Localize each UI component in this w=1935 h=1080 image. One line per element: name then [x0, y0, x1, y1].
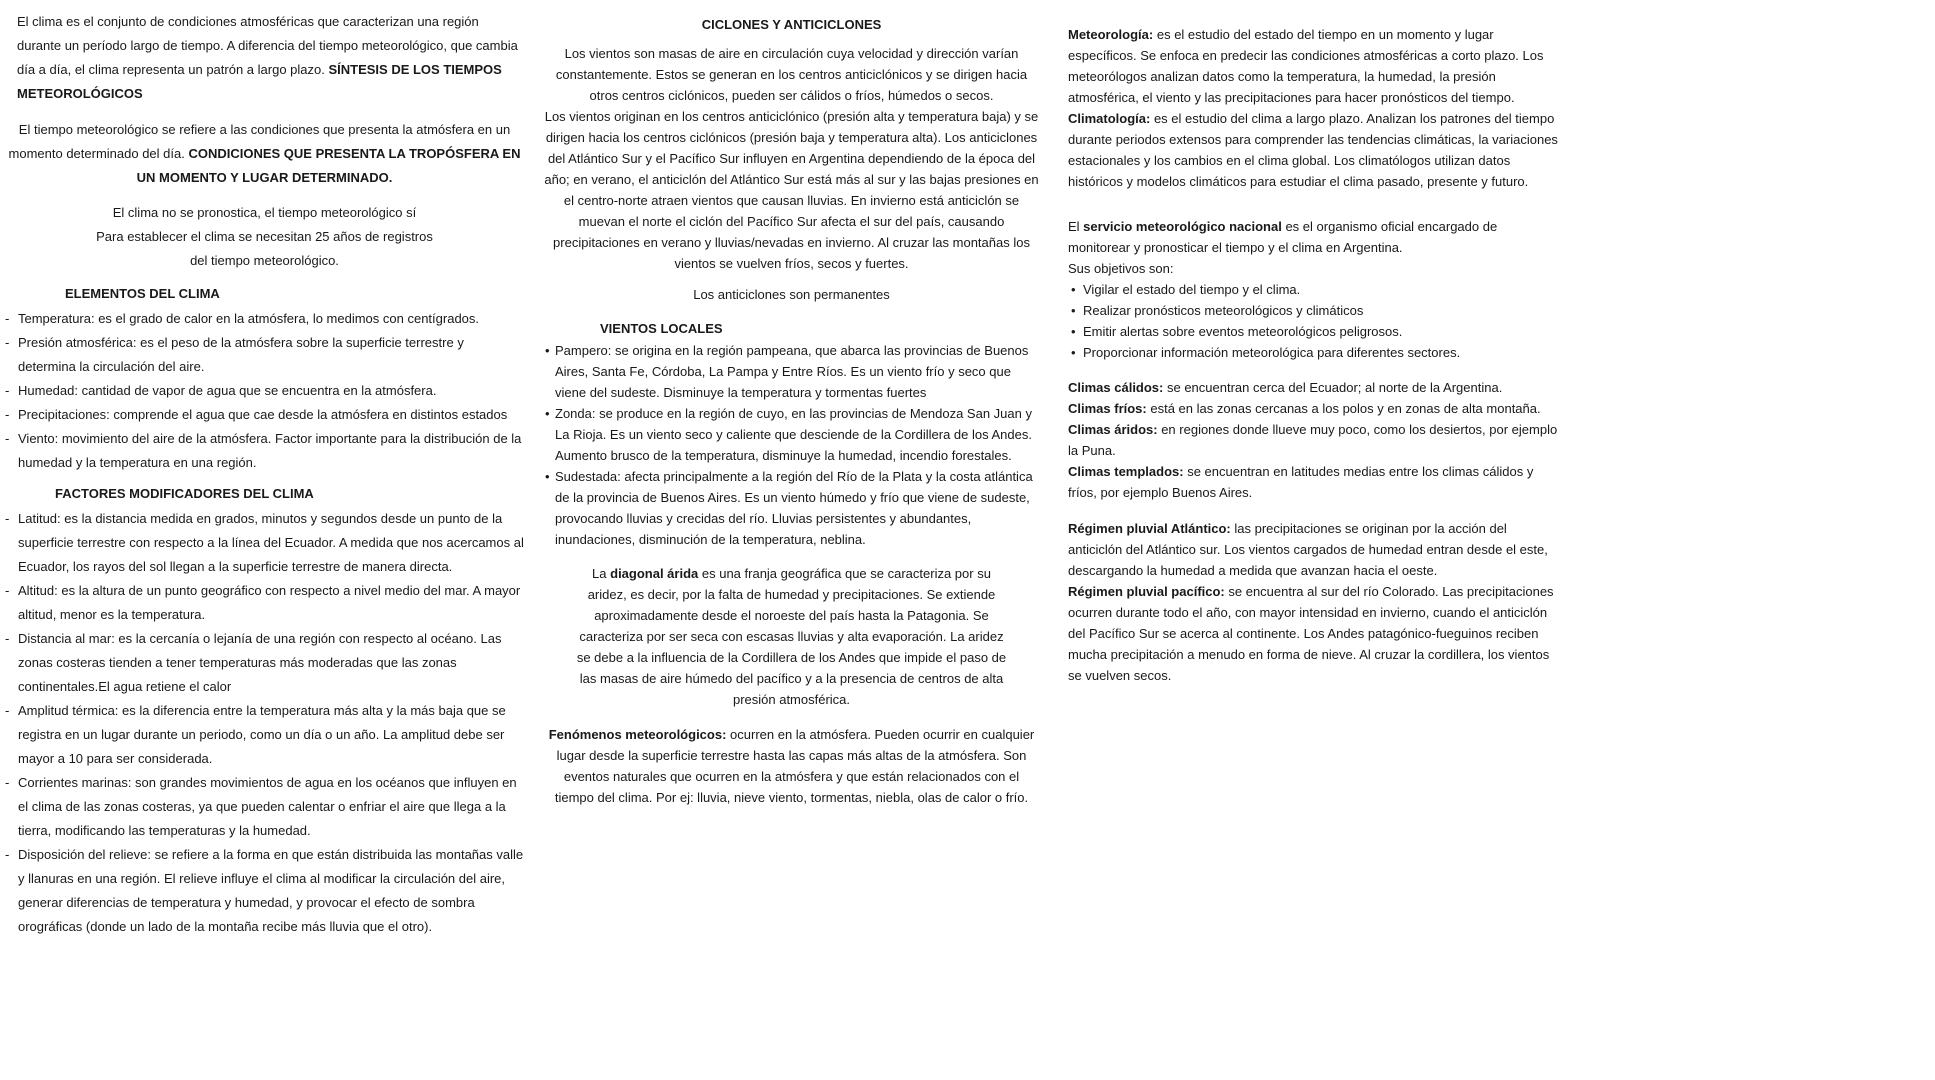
- list-item-text: Altitud: es la altura de un punto geográfico con respecto a nivel medio del mar. A mayor altitud, menor es la temperatura.: [18, 583, 521, 622]
- regimen-pacifico-entry: [1068, 581, 1560, 686]
- list-item-text: Zonda: se produce en la región de cuyo, en las provincias de Mendoza San Juan y La Rioja. Es un viento seco y caliente que desciende de la Cordillera de los Andes. Aumento brusco de la temperatura, disminuye la humedad, incendio forestales.: [555, 406, 1032, 463]
- climas-aridos-entry: [1068, 419, 1560, 461]
- list-item-zonda: [543, 403, 1040, 466]
- list-item-text: Humedad: cantidad de vapor de agua que se encuentra en la atmósfera.: [18, 383, 437, 398]
- tipos-de-climas-block: [1068, 377, 1560, 503]
- meteorologia-text: es el estudio del estado del tiempo en un momento y lugar específicos. Se enfoca en predecir las condiciones atmosféricas a corto plazo. Los meteorólogos analizan datos como la temperatura, la humedad, la presión atmosférica, el viento y las precipitaciones para hacer pronósticos del tiempo.: [1068, 27, 1544, 105]
- servicio-bold-lead: servicio meteorológico nacional: [1083, 219, 1282, 234]
- climas-bold-lead: Climas áridos:: [1068, 422, 1158, 437]
- climas-bold-lead: Climas cálidos:: [1068, 380, 1164, 395]
- regimenes-pluviales-block: [1068, 518, 1560, 686]
- list-item-text: Pampero: se origina en la región pampeana, que abarca las provincias de Buenos Aires, Santa Fe, Córdoba, La Pampa y Entre Ríos. Es un viento frío y seco que viene del sudeste. Disminuye la temperatura y tormentas fuertes: [555, 343, 1029, 400]
- list-item-text: Temperatura: es el grado de calor en la atmósfera, lo medimos con centígrados.: [18, 311, 480, 326]
- list-item-text: Distancia al mar: es la cercanía o lejanía de una región con respecto al océano. Las zonas costeras tienden a tener temperaturas más moderadas que las zonas continentales.El agua retiene el calor: [18, 631, 502, 694]
- climas-calidos-entry: [1068, 377, 1560, 398]
- pronostico-line-2: Para establecer el clima se necesitan 25 años de registros: [96, 229, 433, 244]
- climas-text: se encuentran cerca del Ecuador; al norte de la Argentina.: [1163, 380, 1503, 395]
- tiempo-meteorologico-paragraph: [5, 118, 524, 190]
- fenomenos-rest-text: ocurren en la atmósfera. Pueden ocurrir en cualquier lugar desde la superficie terrestre hasta las capas más altas de la atmósfera. Son eventos naturales que ocurren en la atmósfera y que están relacionados con el tiempo del clima. Por ej: lluvia, nieve viento, tormentas, niebla, olas de calor o frío.: [554, 727, 1035, 805]
- list-item-text: Corrientes marinas: son grandes movimientos de agua en los océanos que influyen en el clima de las zonas costeras, ya que pueden calentar o enfriar el aire que llega a la tierra, modificando las temperaturas y la humedad.: [18, 775, 517, 838]
- anticiclones-permanentes-line: Los anticiclones son permanentes: [693, 287, 890, 302]
- dash-marker: -: [5, 583, 10, 598]
- objetivos-list: [1068, 279, 1560, 363]
- list-item-presion: [5, 331, 524, 379]
- tiempo-text: El tiempo meteorológico se refiere a las condiciones que presenta la atmósfera en un momento determinado del día.: [8, 122, 511, 161]
- list-item-pampero: [543, 340, 1040, 403]
- list-item-text: Realizar pronósticos meteorológicos y climáticos: [1083, 303, 1364, 318]
- servicio-rest-text: es el organismo oficial encargado de monitorear y pronosticar el tiempo y el clima en Argentina.: [1068, 219, 1498, 255]
- list-item-disposicion-relieve: [5, 843, 524, 939]
- diagonal-pre-text: La: [592, 566, 611, 581]
- list-item-text: Proporcionar información meteorológica para diferentes sectores.: [1083, 345, 1461, 360]
- dash-marker: -: [5, 407, 10, 422]
- elementos-del-clima-heading: ELEMENTOS DEL CLIMA: [65, 286, 220, 301]
- dash-marker: -: [5, 703, 10, 718]
- list-item-text: Presión atmosférica: es el peso de la atmósfera sobre la superficie terrestre y determina la circulación del aire.: [18, 335, 464, 374]
- climatologia-text: es el estudio del clima a largo plazo. Analizan los patrones del tiempo durante periodos extensos para comprender las tendencias climáticas, la variaciones estacionales y los cambios en el clima global. Los climatólogos utilizan datos históricos y modelos climáticos para estudiar el clima pasado, presente y futuro.: [1068, 111, 1558, 189]
- vientos-locales-list: [543, 340, 1040, 550]
- list-item-temperatura: [5, 307, 524, 331]
- column-center: [543, 14, 1040, 808]
- climas-frios-entry: [1068, 398, 1560, 419]
- list-item-text: Viento: movimiento del aire de la atmósfera. Factor importante para la distribución de la humedad y la temperatura en una región.: [18, 431, 522, 470]
- pronostico-line-3: del tiempo meteorológico.: [190, 253, 339, 268]
- meteorologia-paragraph: [1068, 24, 1560, 108]
- list-item-text: Disposición del relieve: se refiere a la forma en que están distribuida las montañas valle y llanuras en una región. El relieve influye el clima al modificar la circulación del aire, generar diferencias de temperatura y humedad, y provocar el efecto de sombra orográficas (donde un lado de la montaña recibe más lluvia que el otro).: [18, 847, 524, 934]
- factores-list: [5, 507, 524, 939]
- climas-text: está en las zonas cercanas a los polos y en zonas de alta montaña.: [1146, 401, 1541, 416]
- regimen-atlantico-entry: [1068, 518, 1560, 581]
- factores-modificadores-heading: FACTORES MODIFICADORES DEL CLIMA: [55, 486, 314, 501]
- list-item-objetivo: [1068, 279, 1560, 300]
- dash-marker: -: [5, 431, 10, 446]
- bullet-marker: •: [1071, 282, 1076, 297]
- pronostico-line-1: El clima no se pronostica, el tiempo meteorológico sí: [112, 205, 417, 220]
- ciclones-anticiclones-heading: CICLONES Y ANTICICLONES: [701, 17, 882, 32]
- list-item-text: Vigilar el estado del tiempo y el clima.: [1083, 282, 1301, 297]
- column-left: [5, 10, 524, 939]
- objetivos-label: Sus objetivos son:: [1068, 261, 1174, 276]
- climas-templados-entry: [1068, 461, 1560, 503]
- regimen-bold-lead: Régimen pluvial Atlántico:: [1068, 521, 1231, 536]
- list-item-objetivo: [1068, 300, 1560, 321]
- list-item-text: Sudestada: afecta principalmente a la región del Río de la Plata y la costa atlántica de la provincia de Buenos Aires. Es un viento húmedo y frío que viene de sudeste, provocando lluvias y crecidas del río. Lluvias persistentes y abundantes, inundaciones, disminución de la temperatura, neblina.: [555, 469, 1033, 547]
- servicio-meteorologico-block: [1068, 216, 1560, 363]
- list-item-objetivo: [1068, 321, 1560, 342]
- list-item-latitud: [5, 507, 524, 579]
- dash-marker: -: [5, 311, 10, 326]
- list-item-sudestada: [543, 466, 1040, 550]
- bullet-marker: •: [545, 343, 550, 358]
- climas-bold-lead: Climas fríos:: [1068, 401, 1147, 416]
- climas-bold-lead: Climas templados:: [1068, 464, 1184, 479]
- servicio-paragraph: [1068, 216, 1560, 258]
- bullet-marker: •: [1071, 324, 1076, 339]
- diagonal-arida-paragraph: [543, 563, 1040, 710]
- fenomenos-meteorologicos-paragraph: [543, 724, 1040, 808]
- list-item-distancia-al-mar: [5, 627, 524, 699]
- sintesis-inline-heading: SÍNTESIS DE LOS TIEMPOS METEOROLÓGICOS: [17, 62, 502, 101]
- list-item-precipitaciones: [5, 403, 524, 427]
- climas-text: en regiones donde llueve muy poco, como los desiertos, por ejemplo la Puna.: [1068, 422, 1558, 458]
- elementos-list: [5, 307, 524, 475]
- list-item-text: Emitir alertas sobre eventos meteorológicos peligrosos.: [1083, 324, 1403, 339]
- dash-marker: -: [5, 775, 10, 790]
- climatologia-paragraph: [1068, 108, 1560, 192]
- list-item-text: Amplitud térmica: es la diferencia entre la temperatura más alta y la más baja que se registra en un lugar durante un periodo, como un día o un año. La amplitud debe ser mayor a 10 para ser considerada.: [18, 703, 506, 766]
- regimen-bold-lead: Régimen pluvial pacífico:: [1068, 584, 1225, 599]
- bullet-marker: •: [1071, 345, 1076, 360]
- regimen-text: las precipitaciones se originan por la acción del anticiclón del Atlántico sur. Los vientos cargados de humedad entran desde el este, descargando la humedad a medida que avanzan hacia el oeste.: [1068, 521, 1548, 578]
- dash-marker: -: [5, 383, 10, 398]
- condiciones-inline-heading: CONDICIONES QUE PRESENTA LA TROPÓSFERA EN UN MOMENTO Y LUGAR DETERMINADO.: [136, 146, 521, 185]
- vientos-locales-heading: VIENTOS LOCALES: [600, 321, 723, 336]
- list-item-objetivo: [1068, 342, 1560, 363]
- list-item-altitud: [5, 579, 524, 627]
- intro-paragraph: [5, 10, 524, 106]
- dash-marker: -: [5, 511, 10, 526]
- meteorologia-bold-lead: Meteorología:: [1068, 27, 1154, 42]
- list-item-corrientes-marinas: [5, 771, 524, 843]
- bullet-marker: •: [1071, 303, 1076, 318]
- vientos-paragraph-1: Los vientos son masas de aire en circulación cuya velocidad y dirección varían constantemente. Estos se generan en los centros anticiclónicos y se dirigen hacia otros centros ciclónicos, pueden ser cálidos o fríos, húmedos o secos.: [555, 46, 1028, 103]
- dash-marker: -: [5, 335, 10, 350]
- servicio-pre-text: El: [1068, 219, 1084, 234]
- climatologia-bold-lead: Climatología:: [1068, 111, 1151, 126]
- column-right: [1068, 24, 1560, 686]
- list-item-viento: [5, 427, 524, 475]
- dash-marker: -: [5, 631, 10, 646]
- diagonal-rest-text: es una franja geográfica que se caracteriza por su aridez, es decir, por la falta de humedad y precipitaciones. Se extiende aproximadamente desde el noroeste del país hasta la Patagonia. Se caracteriza por ser seca con escasas lluvias y alta evaporación. La aridez se debe a la influencia de la Cordillera de los Andes que impide el paso de las masas de aire húmedo del pacífico y a la presencia de centros de alta presión atmosférica.: [576, 566, 1007, 707]
- list-item-humedad: [5, 379, 524, 403]
- intro-text: El clima es el conjunto de condiciones atmosféricas que caracterizan una región durante un período largo de tiempo. A diferencia del tiempo meteorológico, que cambia día a día, el clima representa un patrón a largo plazo.: [17, 14, 518, 77]
- bullet-marker: •: [545, 406, 550, 421]
- list-item-amplitud-termica: [5, 699, 524, 771]
- dash-marker: -: [5, 847, 10, 862]
- list-item-text: Latitud: es la distancia medida en grados, minutos y segundos desde un punto de la superficie terrestre con respecto a la línea del Ecuador. A medida que nos acercamos al Ecuador, los rayos del sol llegan a la superficie terrestre de manera directa.: [18, 511, 524, 574]
- vientos-paragraph-2: Los vientos originan en los centros anticiclónico (presión alta y temperatura baja) y se dirigen hacia los centros ciclónicos (presión baja y temperatura alta). Los anticiclones del Atlántico Sur y el Pacífico Sur influyen en Argentina dependiendo de la época del año; en verano, el anticiclón del Atlántico Sur está más al sur y las bajas presiones en el centro-norte atraen vientos que causan lluvias. En invierno está anticiclón se muevan el norte el ciclón del Pacífico Sur afecta el sur del país, causando precipitaciones en verano y lluvias/nevadas en invierno. Al cruzar las montañas los vientos se vuelven fríos, secos y fuertes.: [544, 109, 1039, 271]
- regimen-text: se encuentra al sur del río Colorado. Las precipitaciones ocurren durante todo el año, con mayor intensidad en invierno, cuando el anticiclón del Pacífico Sur se acerca al continente. Los Andes patagónico-fueguinos reciben mucha precipitación a menudo en forma de nieve. Al cruzar la cordillera, los vientos se vuelven secos.: [1068, 584, 1554, 683]
- diagonal-bold-lead: diagonal árida: [610, 566, 699, 581]
- bullet-marker: •: [545, 469, 550, 484]
- climas-text: se encuentran en latitudes medias entre los climas cálidos y fríos, por ejemplo Buenos Aires.: [1068, 464, 1534, 500]
- list-item-text: Precipitaciones: comprende el agua que cae desde la atmósfera en distintos estados: [18, 407, 508, 422]
- fenomenos-bold-lead: Fenómenos meteorológicos:: [548, 727, 727, 742]
- pronostico-paragraph: [5, 201, 524, 273]
